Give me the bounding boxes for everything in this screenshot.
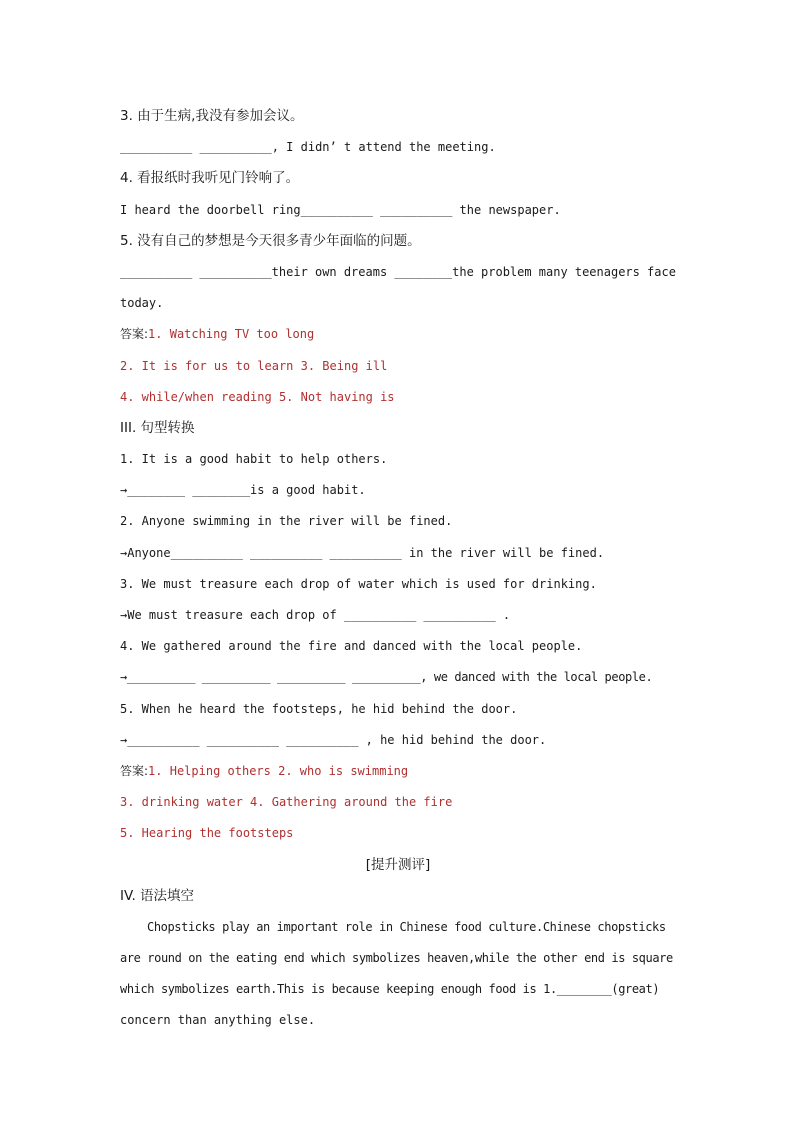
s3-answer-blank-5: →__________ __________ __________ , he hid behind the door. bbox=[120, 732, 547, 747]
paragraph-line-3: which symbolizes earth.This is because keeping enough food is 1.________(great) bbox=[120, 982, 660, 997]
answer-line-2: 2. It is for us to learn 3. Being ill bbox=[120, 358, 388, 373]
word: teenagers bbox=[574, 264, 640, 279]
s3-answer-blank-4: →__________ __________ __________ __________, we danced with the local people. bbox=[120, 670, 653, 685]
question-4-english: I heard the doorbell ring__________ __________ the newspaper. bbox=[120, 202, 561, 217]
answer-line-3: 4. while/when reading 5. Not having is bbox=[120, 389, 395, 404]
section-subtitle: [提升测评] bbox=[365, 856, 431, 873]
paragraph-line-4: concern than anything else. bbox=[120, 1013, 316, 1028]
question-5-english-tail: today. bbox=[120, 296, 164, 311]
paragraph-line-1: Chopsticks play an important role in Chinese food culture.Chinese chopsticks bbox=[147, 919, 666, 934]
question-3-english: __________ __________, I didn’ t attend the meeting. bbox=[120, 140, 496, 155]
answer-line-1 bbox=[120, 319, 676, 350]
word: face bbox=[647, 264, 676, 279]
question-3-chinese: 3. 由于生病,我没有参加会议。 bbox=[120, 108, 304, 124]
section-3-heading: III. 句型转换 bbox=[120, 419, 195, 436]
question-5-english bbox=[120, 257, 676, 288]
answer-text: 1. Watching TV too long bbox=[148, 327, 315, 342]
s3-question-2: 2. Anyone swimming in the river will be fined. bbox=[120, 514, 453, 529]
answer-label: 答案: bbox=[120, 763, 149, 778]
word: own bbox=[314, 264, 337, 279]
s3-answer-line-3: 5. Hearing the footsteps bbox=[120, 826, 294, 841]
question-4-chinese: 4. 看报纸时我听见门铃响了。 bbox=[120, 170, 300, 187]
word: dreams bbox=[343, 264, 388, 279]
word: __________ bbox=[120, 264, 193, 279]
s3-answer-blank-2: →Anyone__________ __________ __________ in the river will be fined. bbox=[120, 545, 605, 560]
answer-label: 答案: bbox=[120, 327, 149, 342]
s3-answer-blank-3: →We must treasure each drop of __________ __________ . bbox=[120, 608, 511, 622]
s3-answer-line-2: 3. drinking water 4. Gathering around the fire bbox=[120, 795, 453, 810]
word: __________their bbox=[199, 264, 308, 279]
word: ________the bbox=[394, 264, 474, 279]
s3-question-3: 3. We must treasure each drop of water which is used for drinking. bbox=[120, 576, 597, 591]
word: problem bbox=[481, 264, 532, 279]
s3-answer-line-1 bbox=[120, 756, 676, 787]
s3-question-4: 4. We gathered around the fire and danced with the local people. bbox=[120, 639, 583, 654]
question-5-chinese: 5. 没有自己的梦想是今天很多青少年面临的问题。 bbox=[120, 232, 421, 249]
document-page bbox=[120, 101, 676, 1037]
s3-answer-blank-1: →________ ________is a good habit. bbox=[120, 483, 366, 498]
answer-text: 1. Helping others 2. who is swimming bbox=[148, 763, 409, 778]
s3-question-1: 1. It is a good habit to help others. bbox=[120, 452, 388, 467]
paragraph-line-2: are round on the eating end which symbolizes heaven,while the other end is square bbox=[120, 951, 673, 966]
word: many bbox=[538, 264, 568, 279]
section-4-heading: IV. 语法填空 bbox=[120, 887, 195, 904]
s3-question-5: 5. When he heard the footsteps, he hid behind the door. bbox=[120, 701, 518, 716]
